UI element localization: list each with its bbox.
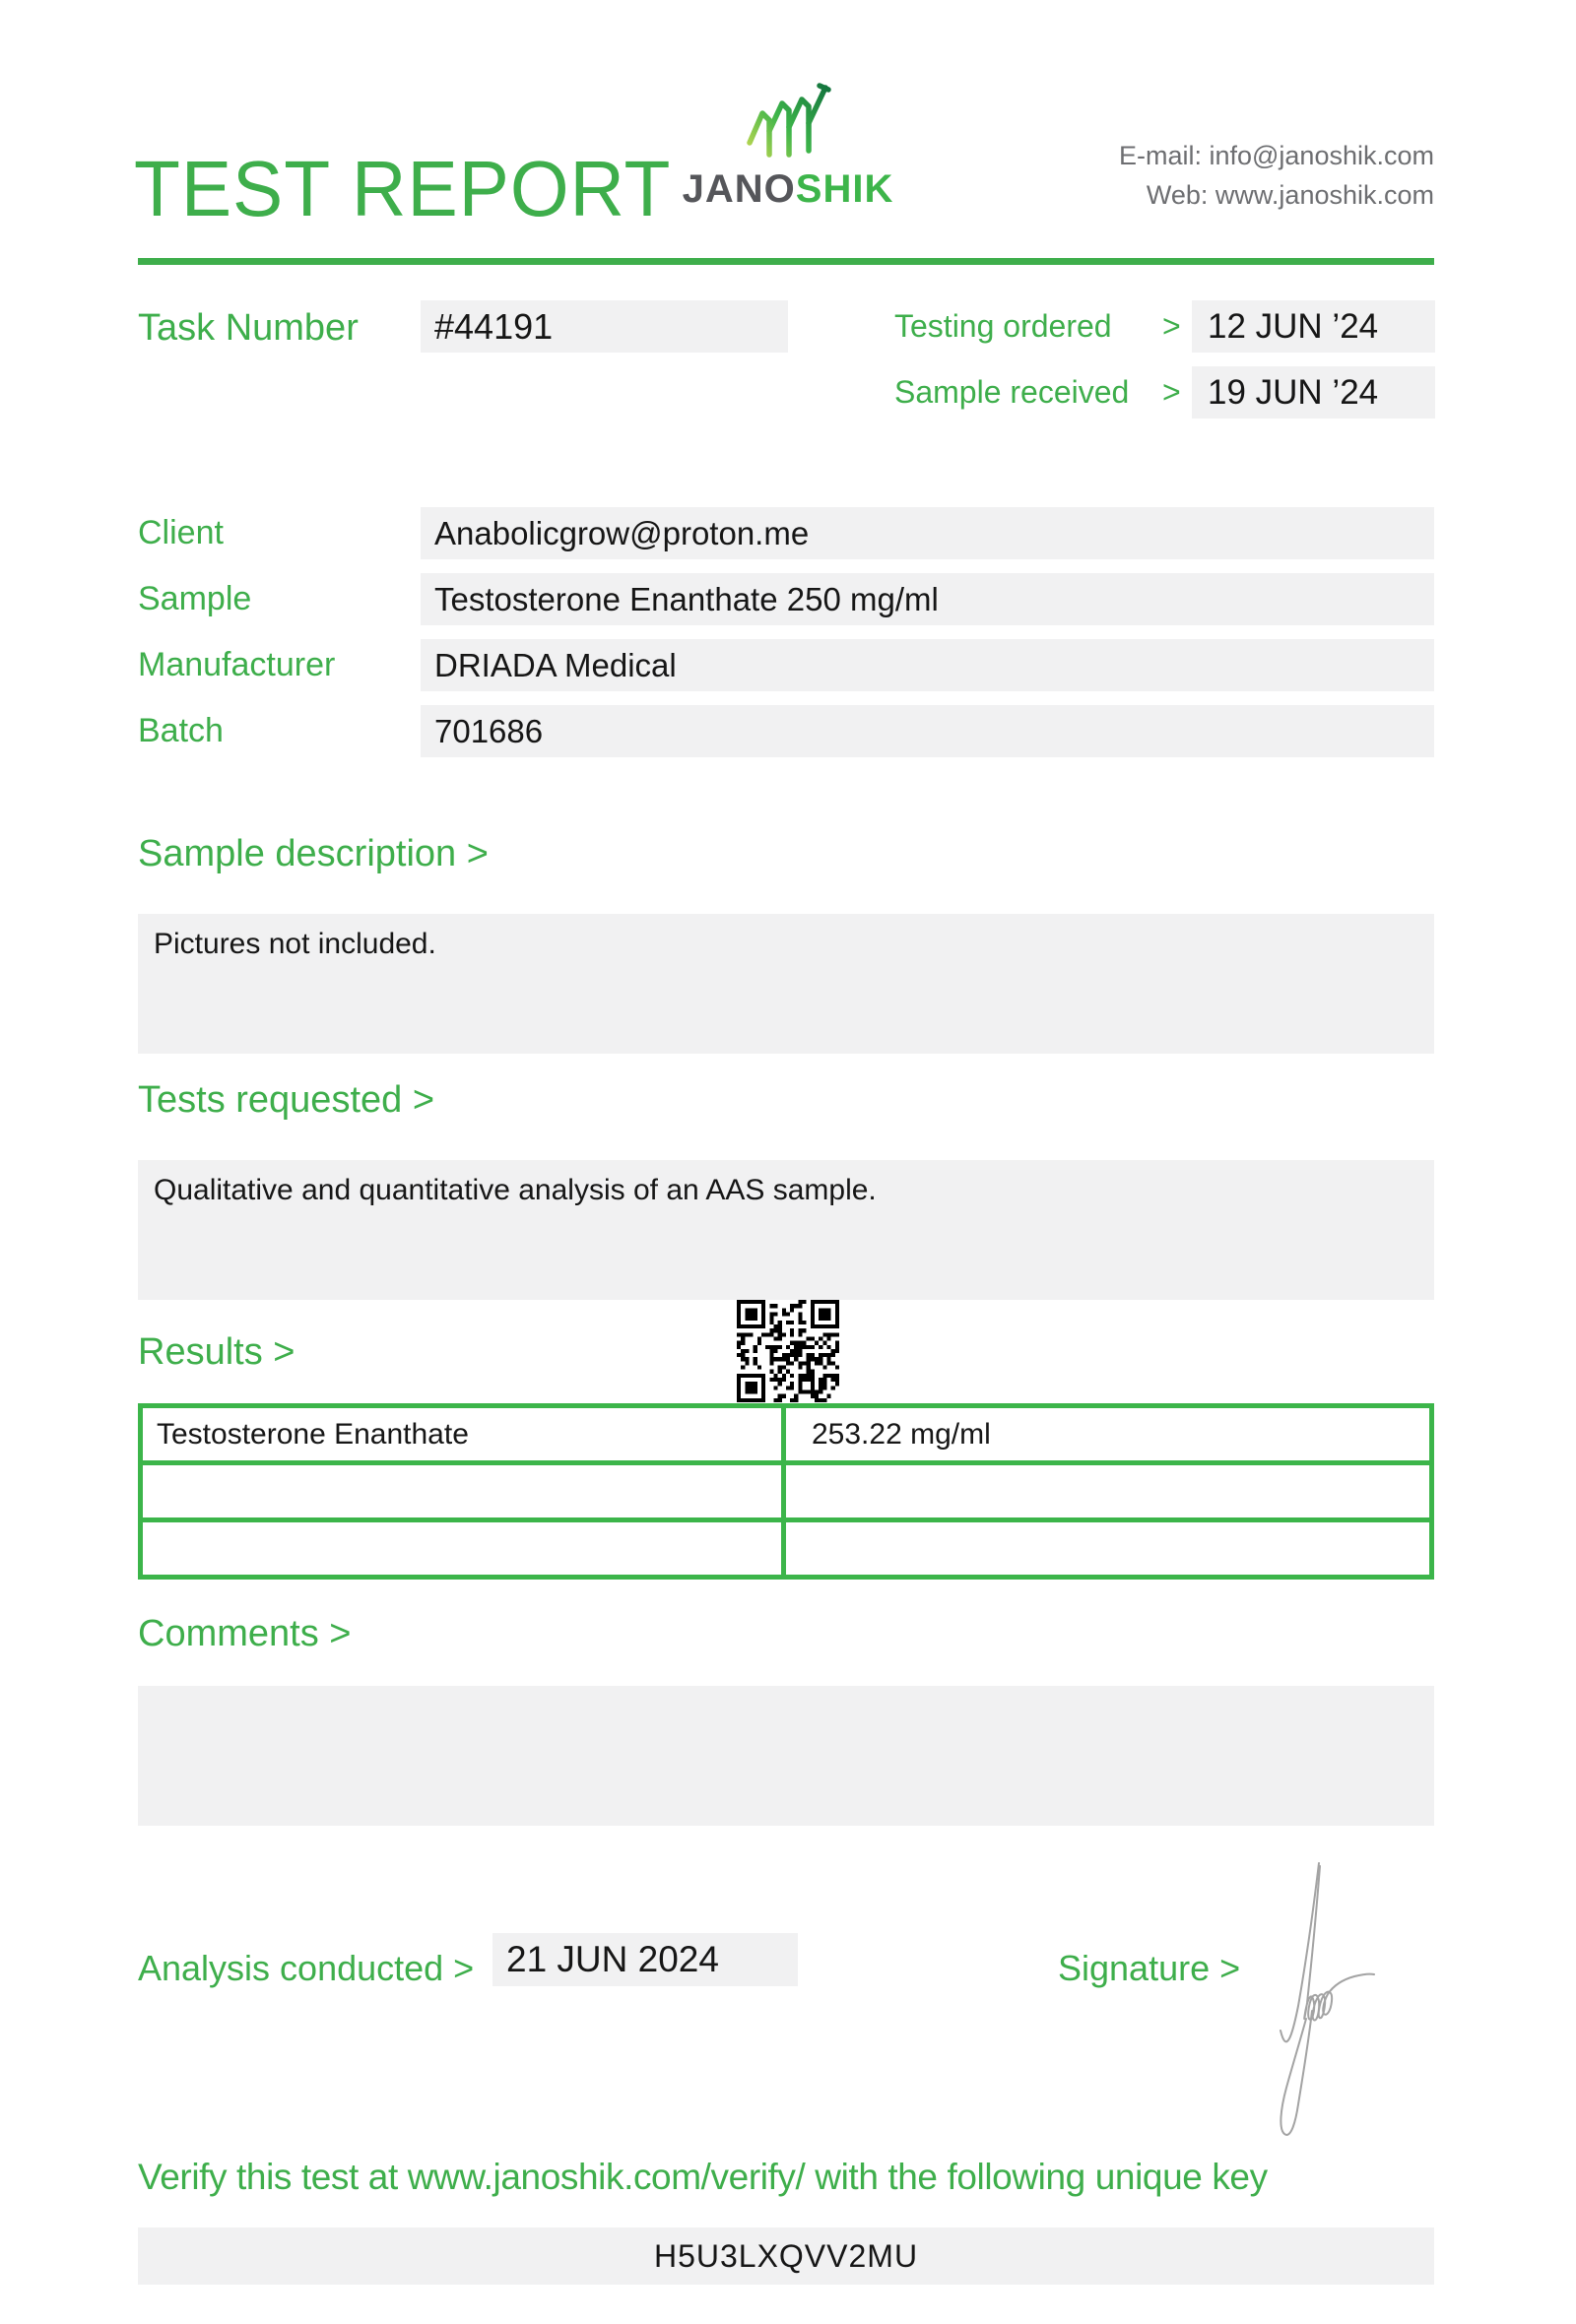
sample-value: Testosterone Enanthate 250 mg/ml	[421, 573, 1434, 625]
sample-received-arrow: >	[1162, 374, 1181, 410]
client-label: Client	[138, 514, 224, 551]
logo-wordmark	[680, 167, 896, 212]
task-number-label: Task Number	[138, 307, 359, 349]
manufacturer-row	[138, 639, 1434, 691]
header-divider	[138, 258, 1434, 265]
results-table	[138, 1403, 1434, 1580]
qr-code	[737, 1300, 839, 1402]
result-concentration: 253.22 mg/ml	[784, 1406, 1432, 1463]
verify-key: H5U3LXQVV2MU	[138, 2227, 1434, 2285]
result-concentration	[784, 1520, 1432, 1578]
results-table-row	[141, 1406, 1432, 1463]
result-concentration	[784, 1463, 1432, 1520]
analysis-conducted-label: Analysis conducted >	[138, 1948, 475, 1988]
results-table-row	[141, 1520, 1432, 1578]
client-row	[138, 507, 1434, 559]
task-number-value: #44191	[421, 300, 788, 353]
signature-label: Signature >	[1058, 1948, 1241, 1988]
sample-description-heading: Sample description >	[138, 833, 489, 874]
page-title: TEST REPORT	[134, 145, 672, 232]
sample-row	[138, 573, 1434, 625]
manufacturer-value: DRIADA Medical	[421, 639, 1434, 691]
result-substance: Testosterone Enanthate	[141, 1406, 784, 1463]
testing-ordered-label: Testing ordered	[894, 308, 1112, 344]
batch-label: Batch	[138, 712, 224, 749]
result-substance	[141, 1463, 784, 1520]
janoshik-logo	[680, 79, 896, 212]
batch-row	[138, 705, 1434, 757]
sample-received-value: 19 JUN ’24	[1192, 366, 1435, 419]
logo-chart-icon	[743, 79, 833, 161]
contact-web: Web: www.janoshik.com	[1146, 180, 1434, 210]
contact-email: E-mail: info@janoshik.com	[1118, 141, 1434, 170]
signature-scribble	[1261, 1834, 1478, 2163]
logo-shik: SHIK	[795, 167, 894, 211]
result-substance	[141, 1520, 784, 1578]
comments-heading: Comments >	[138, 1613, 352, 1654]
client-value: Anabolicgrow@proton.me	[421, 507, 1434, 559]
sample-label: Sample	[138, 580, 252, 617]
testing-ordered-row	[894, 300, 1435, 353]
verify-instruction: Verify this test at www.janoshik.com/verify/ with the following unique key	[138, 2157, 1268, 2197]
batch-value: 701686	[421, 705, 1434, 757]
sample-received-row	[894, 366, 1435, 419]
manufacturer-label: Manufacturer	[138, 646, 336, 683]
tests-requested-heading: Tests requested >	[138, 1079, 435, 1121]
sample-received-label: Sample received	[894, 374, 1130, 410]
comments-box	[138, 1686, 1434, 1826]
testing-ordered-value: 12 JUN ’24	[1192, 300, 1435, 353]
contact-block	[1119, 136, 1434, 215]
results-table-row	[141, 1463, 1432, 1520]
logo-jano: JANO	[682, 167, 796, 211]
sample-description-box: Pictures not included.	[138, 914, 1434, 1054]
tests-requested-box: Qualitative and quantitative analysis of an AAS sample.	[138, 1160, 1434, 1300]
results-heading: Results >	[138, 1331, 296, 1373]
analysis-conducted-value: 21 JUN 2024	[492, 1933, 798, 1986]
testing-ordered-arrow: >	[1162, 308, 1181, 344]
sample-info-list	[138, 507, 1434, 771]
